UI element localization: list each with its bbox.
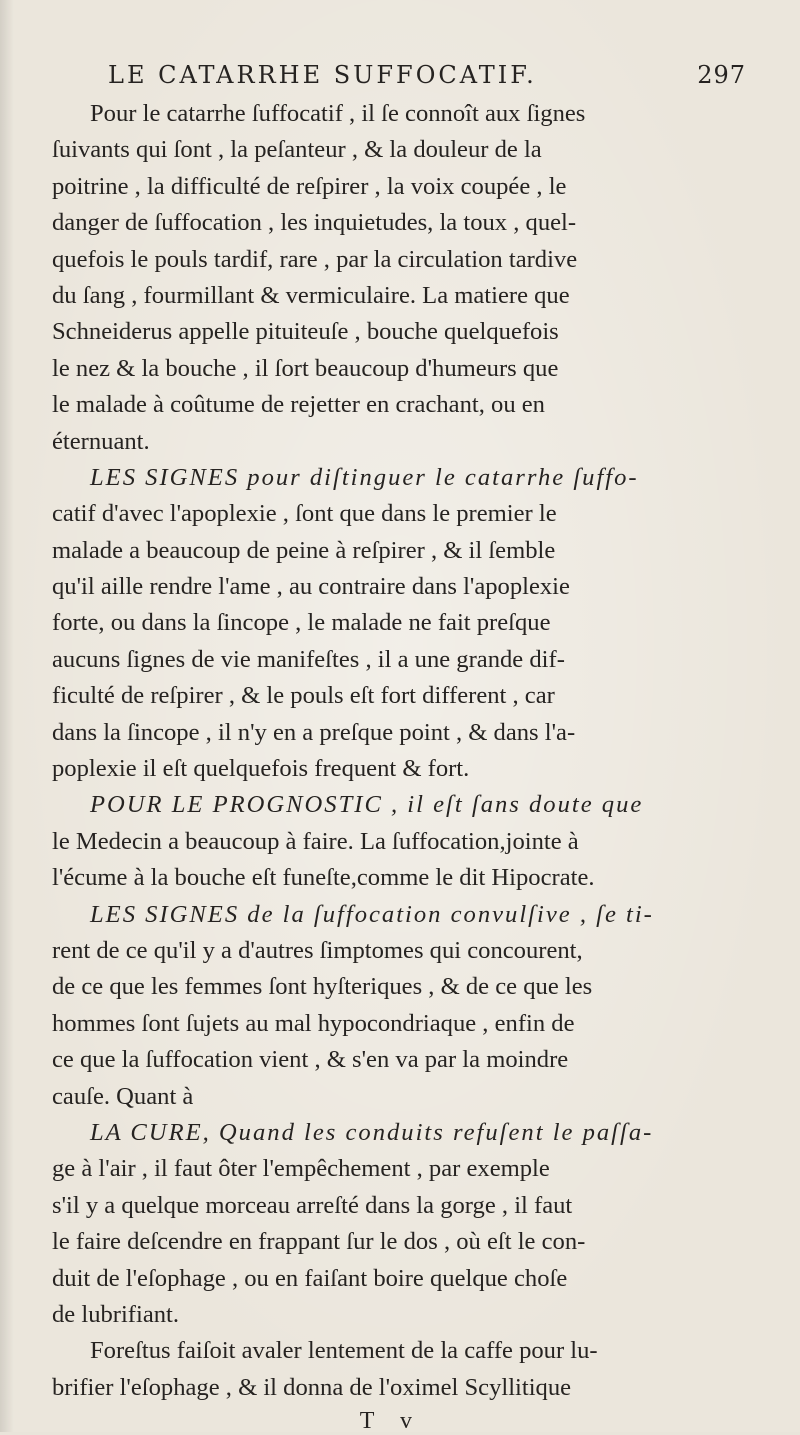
text-line: ge à l'air , il faut ôter l'empêchement , par exemple <box>52 1155 550 1183</box>
text-line: poitrine , la difficulté de reſpirer , la voix coupée , le <box>52 172 567 200</box>
text-line: rent de ce qu'il y a d'autres ſimptomes qui concourent, <box>52 936 583 964</box>
body-text <box>52 96 760 1406</box>
text-line: le faire deſcendre en frappant ſur le dos , où eſt le con- <box>52 1228 586 1256</box>
text-line: l'écume à la bouche eſt funeſte,comme le dit Hipocrate. <box>52 864 595 892</box>
text-line: le nez & la bouche , il ſort beaucoup d'humeurs que <box>52 354 559 382</box>
text-line: éternuant. <box>52 427 150 455</box>
running-head <box>108 60 760 90</box>
section-heading-prognostic: POUR LE PROGNOSTIC , il eſt ſans doute que <box>90 791 644 819</box>
section-heading-cure: LA CURE, Quand les conduits refuſent le paſſa- <box>90 1118 654 1146</box>
text-line: cauſe. Quant à <box>52 1082 194 1110</box>
text-line: ſuivants qui ſont , la peſanteur , & la douleur de la <box>52 136 542 164</box>
text-line: le malade à coûtume de rejetter en crachant, ou en <box>52 391 545 419</box>
text-line: danger de ſuffocation , les inquietudes, la toux , quel- <box>52 209 577 237</box>
text-line: Schneiderus appelle pituiteuſe , bouche quelquefois <box>52 318 559 346</box>
text-line: poplexie il eſt quelquefois frequent & fort. <box>52 755 470 783</box>
text-line: hommes ſont ſujets au mal hypocondriaque , enfin de <box>52 1009 575 1037</box>
page-number: 297 <box>697 61 746 89</box>
text-line: ficulté de reſpirer , & le pouls eſt fort different , car <box>52 682 555 710</box>
text-line: s'il y a quelque morceau arreſté dans la gorge , il faut <box>52 1191 573 1219</box>
text-line: le Medecin a beaucoup à faire. La ſuffocation,jointe à <box>52 827 579 855</box>
section-heading-signes: LES SIGNES pour diſtinguer le catarrhe ſuffo- <box>90 463 639 491</box>
text-line: Pour le catarrhe ſuffocatif , il ſe connoît aux ſignes <box>90 100 586 127</box>
text-line: forte, ou dans la ſincope , le malade ne fait preſque <box>52 609 551 637</box>
text-line: de lubrifiant. <box>52 1300 180 1328</box>
text-line: aucuns ſignes de vie manifeſtes , il a une grande dif- <box>52 645 565 673</box>
text-line: brifier l'eſophage , & il donna de l'oximel Scyllitique <box>52 1373 572 1401</box>
text-line: ce que la ſuffocation vient , & s'en va par la moindre <box>52 1046 569 1074</box>
text-line: quefois le pouls tardif, rare , par la circulation tardive <box>52 245 578 273</box>
running-head-title: LE CATARRHE SUFFOCATIF. <box>108 61 537 89</box>
signature-mark-text: T v <box>359 1408 422 1435</box>
text-line: du ſang , fourmillant & vermiculaire. La matiere que <box>52 281 570 309</box>
text-line: malade a beaucoup de peine à reſpirer , & il ſemble <box>52 536 556 564</box>
text-line: catif d'avec l'apoplexie , ſont que dans le premier le <box>52 500 557 528</box>
text-line: dans la ſincope , il n'y en a preſque point , & dans l'a- <box>52 718 576 746</box>
section-heading-signes-convulsive: LES SIGNES de la ſuffocation convulſive , ſe ti- <box>90 900 654 928</box>
text-line: Foreſtus faiſoit avaler lentement de la caffe pour lu- <box>90 1337 598 1365</box>
signature-mark <box>52 1408 760 1435</box>
text-line: qu'il aille rendre l'ame , au contraire dans l'apoplexie <box>52 573 570 601</box>
text-line: duit de l'eſophage , ou en faiſant boire quelque choſe <box>52 1264 568 1292</box>
text-line: de ce que les femmes ſont hyſteriques , & de ce que les <box>52 973 593 1001</box>
